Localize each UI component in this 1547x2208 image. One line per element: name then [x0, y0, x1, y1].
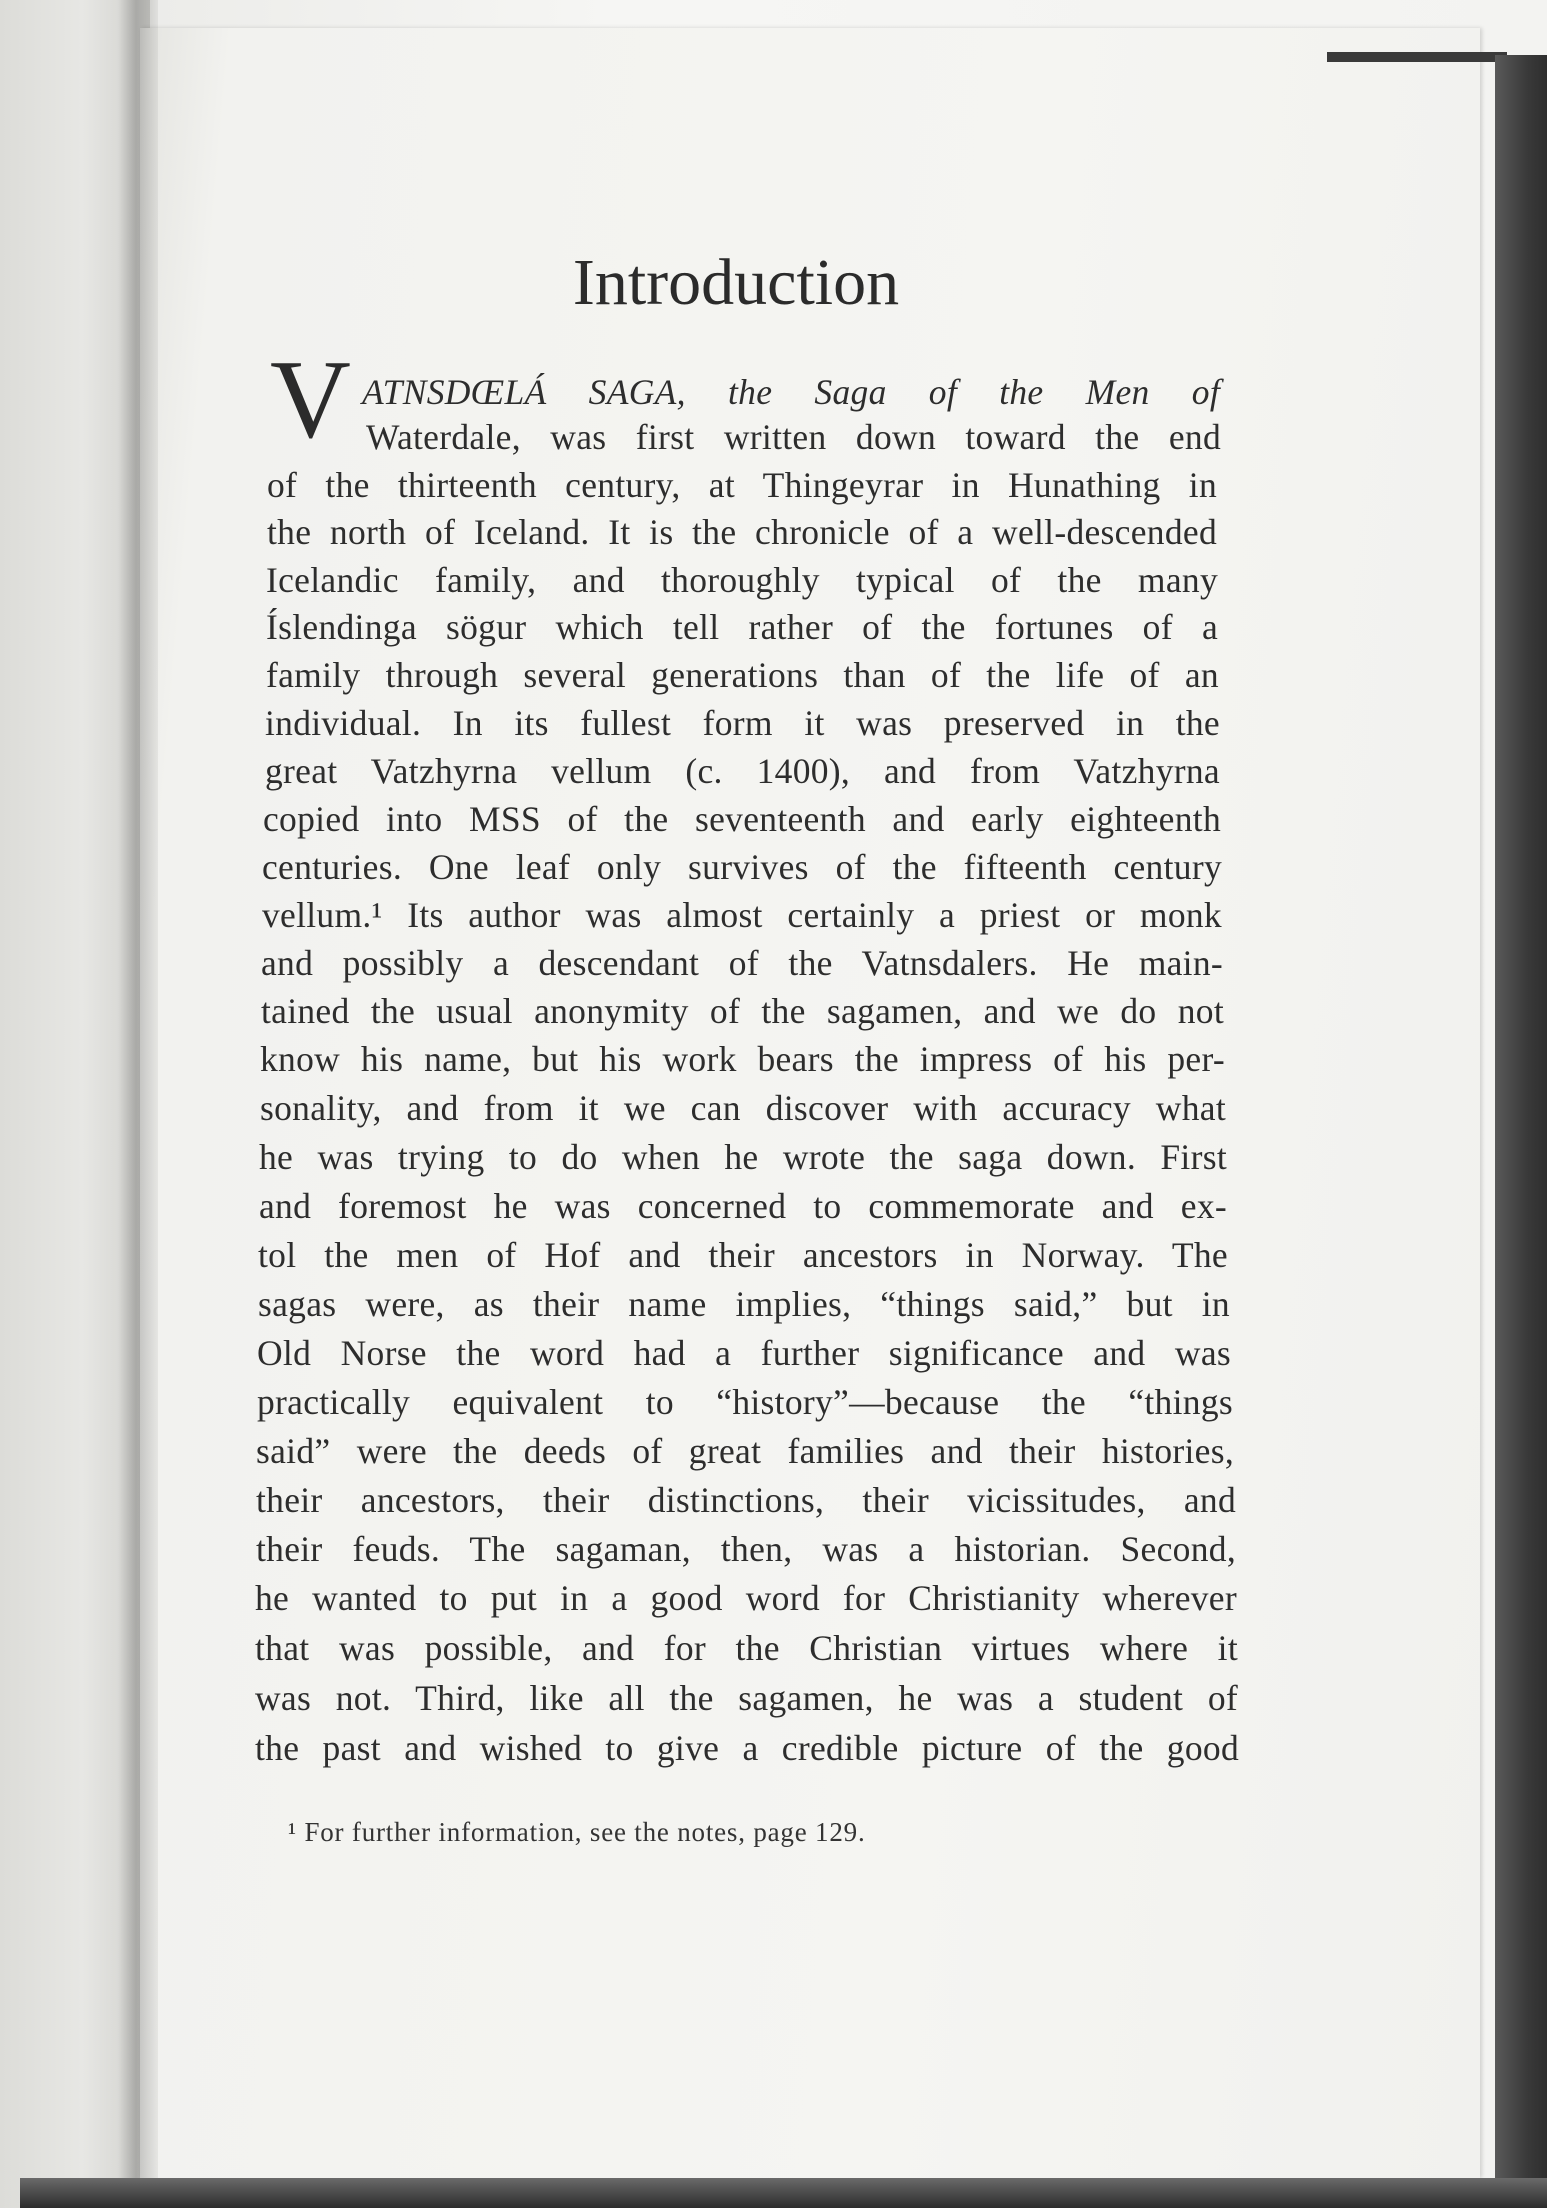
- text-line: Icelandic family, and thoroughly typical of the many: [266, 560, 1218, 600]
- text-line: centuries. One leaf only survives of the fifteenth century: [262, 847, 1222, 887]
- text-line: the past and wished to give a credible picture of the good: [255, 1728, 1239, 1768]
- text-line: and foremost he was concerned to commemorate and ex-: [259, 1186, 1227, 1226]
- text-line: know his name, but his work bears the impress of his per-: [260, 1039, 1225, 1079]
- text-line: family through several generations than of the life of an: [266, 655, 1219, 695]
- text-line: great Vatzhyrna vellum (c. 1400), and from Vatzhyrna: [265, 751, 1220, 791]
- page-title: Introduction: [572, 246, 900, 319]
- text-line: Old Norse the word had a further significance and was: [257, 1333, 1231, 1373]
- text-line: he wanted to put in a good word for Christianity wherever: [255, 1578, 1237, 1618]
- text-line: tained the usual anonymity of the sagamen, and we do not: [261, 991, 1224, 1031]
- text-line: their ancestors, their distinctions, their vicissitudes, and: [256, 1480, 1236, 1520]
- text-line: of the thirteenth century, at Thingeyrar in Hunathing in: [267, 465, 1217, 505]
- text-line: tol the men of Hof and their ancestors in Norway. The: [258, 1235, 1228, 1275]
- text-line: copied into MSS of the seventeenth and early eighteenth: [263, 799, 1221, 839]
- drop-cap: V: [270, 338, 351, 462]
- text-line: the north of Iceland. It is the chronicle of a well-descended: [267, 512, 1217, 552]
- text-line: sonality, and from it we can discover with accuracy what: [260, 1088, 1226, 1128]
- text-line: sagas were, as their name implies, “things said,” but in: [258, 1284, 1230, 1324]
- text-line: vellum.¹ Its author was almost certainly a priest or monk: [262, 895, 1222, 935]
- text-line: Waterdale, was first written down toward the end: [366, 417, 1221, 457]
- text-line: that was possible, and for the Christian virtues where it: [255, 1628, 1238, 1668]
- text-line: said” were the deeds of great families and their histories,: [256, 1431, 1234, 1471]
- text-line: he was trying to do when he wrote the saga down. First: [259, 1137, 1227, 1177]
- text-line: and possibly a descendant of the Vatnsdalers. He main-: [261, 943, 1223, 983]
- text-line: was not. Third, like all the sagamen, he was a student of: [255, 1678, 1238, 1718]
- text-line: Íslendinga sögur which tell rather of the fortunes of a: [266, 607, 1218, 647]
- footnote: ¹ For further information, see the notes, page 129.: [288, 1817, 866, 1847]
- text-line: individual. In its fullest form it was preserved in the: [265, 703, 1220, 743]
- text-line: practically equivalent to “history”—because the “things: [257, 1382, 1233, 1422]
- text-line: their feuds. The sagaman, then, was a historian. Second,: [256, 1529, 1236, 1569]
- text-line: ATNSDŒLÁ SAGA, the Saga of the Men of: [362, 372, 1220, 412]
